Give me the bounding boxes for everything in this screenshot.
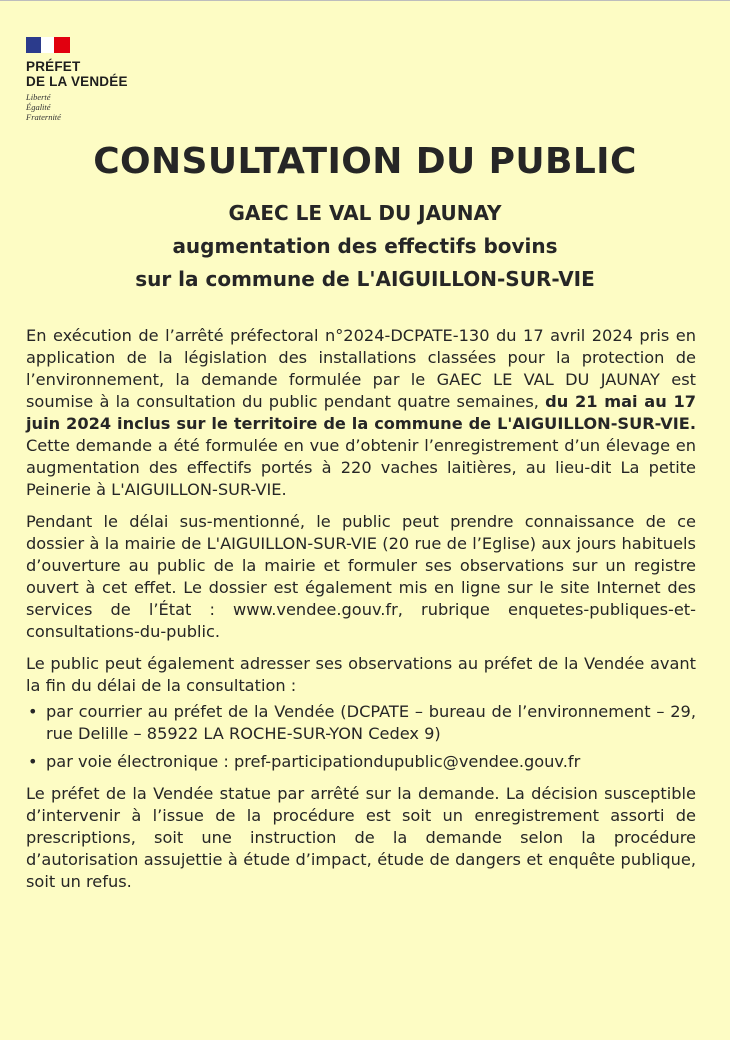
flag-blue-band xyxy=(26,37,41,53)
motto-egalite: Égalité xyxy=(26,102,51,112)
paragraph-decision: Le préfet de la Vendée statue par arrêté sur la demande. La décision susceptible d’intervenir à l’issue de la procédure est soit un enregistrement assorti de prescriptions, soit une instruction de la demande selon la procédure d’autorisation assujettie à étude d’impact, étude de dangers et enquête publique, soit un refus. xyxy=(26,784,696,891)
bullet-icon: • xyxy=(28,752,38,771)
page-title: CONSULTATION DU PUBLIC xyxy=(93,141,637,182)
notice-body xyxy=(26,325,696,903)
subtitle-subject: augmentation des effectifs bovins xyxy=(172,234,558,258)
paragraph-arrete-details: Cette demande a été formulée en vue d’obtenir l’enregistrement d’un élevage en augmentation des effectifs portés à 220 vaches laitières, au lieu-dit La petite Peinerie à L'AIGUILLON-SUR-VIE. xyxy=(26,436,696,499)
republic-flag-icon xyxy=(26,37,70,53)
list-item xyxy=(26,751,696,773)
subtitle-block xyxy=(0,197,730,296)
republic-motto xyxy=(26,92,206,122)
list-item xyxy=(26,701,696,745)
prefet-line-2: DE LA VENDÉE xyxy=(26,74,128,89)
bullet-icon: • xyxy=(28,702,38,721)
subtitle-applicant: GAEC LE VAL DU JAUNAY xyxy=(228,201,502,225)
flag-red-band xyxy=(54,37,70,53)
paragraph-consultation: Pendant le délai sus-mentionné, le public peut prendre connaissance de ce dossier à la mairie de L'AIGUILLON-SUR-VIE (20 rue de l’Eglise) aux jours habituels d’ouverture au public de la mairie et formuler ses observations sur un registre ouvert à cet effet. Le dossier est également mis en ligne sur le site Internet des services de l’État : www.vendee.gouv.fr, rubrique enquetes-publiques-et-consultations-du-public. xyxy=(26,512,696,641)
paragraph-arrete-dates: du 21 mai au 17 juin 2024 inclus sur le territoire de la commune de L'AIGUILLON-SUR-VIE. xyxy=(26,392,697,433)
paragraph-observations: Le public peut également adresser ses observations au préfet de la Vendée avant la fin du délai de la consultation : xyxy=(26,654,696,695)
flag-white-band xyxy=(41,37,54,53)
paragraph-arrete-intro: En exécution de l’arrêté préfectoral n°2024-DCPATE-130 du 17 avril 2024 pris en application de la législation des installations classées pour la protection de l’environnement, la demande formulée par le GAEC LE VAL DU JAUNAY est soumise à la consultation du public pendant quatre semaines, xyxy=(26,326,696,411)
prefecture-logo xyxy=(26,37,206,122)
paragraph-arrete xyxy=(26,325,696,501)
prefet-line-1: PRÉFET xyxy=(26,59,81,74)
motto-liberte: Liberté xyxy=(26,92,51,102)
list-item-text: par voie électronique : pref-participationdupublic@vendee.gouv.fr xyxy=(46,752,581,771)
list-item-text: par courrier au préfet de la Vendée (DCPATE – bureau de l’environnement – 29, rue Delille – 85922 LA ROCHE-SUR-YON Cedex 9) xyxy=(46,702,696,743)
observation-methods-list xyxy=(26,701,696,773)
subtitle-commune: sur la commune de L'AIGUILLON-SUR-VIE xyxy=(135,267,595,291)
motto-fraternite: Fraternité xyxy=(26,112,61,122)
